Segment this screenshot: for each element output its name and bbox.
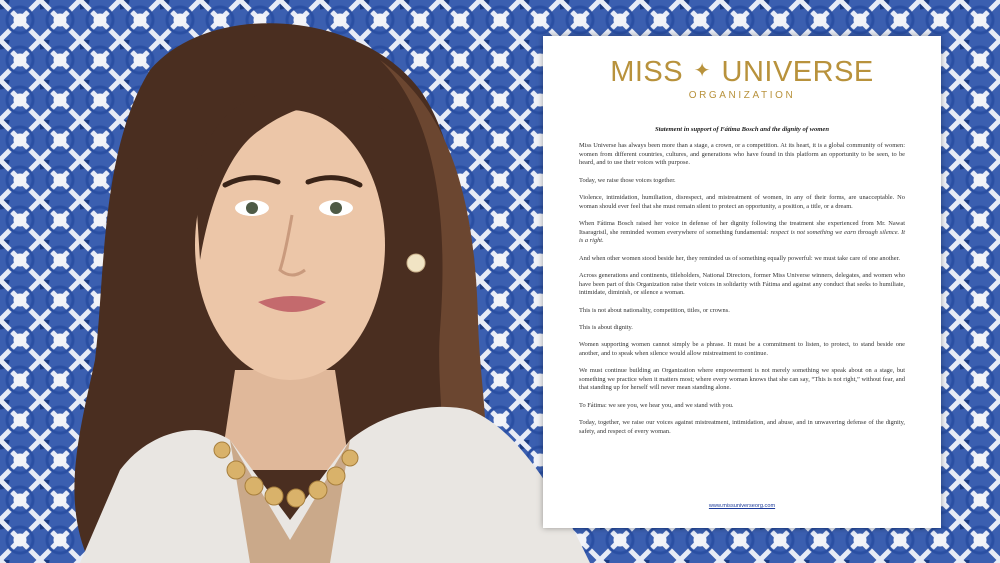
earring [407,254,425,272]
paragraph: Across generations and continents, titleholders, National Directors, former Miss Universe winners, delegates, and women who have been part of this Organization raise their voices in solidarity with Fátima and against any conduct that seeks to humiliate, intimidate, diminish, or silence a woman. [579,271,905,297]
star-icon: ✦ [693,60,711,82]
paragraph: Miss Universe has always been more than a stage, a crown, or a competition. At its heart, it is a global community of women: women from different countries, cultures, and generations who have found in this platform an opportunity to be seen, to be heard, and to use their voices with purpose. [579,142,905,167]
paragraph: We must continue building an Organization where empowerment is not merely something we speak about on a stage, but something we practice when it matters most; where every woman knows that she can say, “This is not right,” without fear, and that standing up for herself will never mean standing alone. [579,367,905,392]
website-link[interactable]: www.missuniverseorg.com [708,503,776,509]
statement-title: Statement in support of Fátima Bosch and the dignity of women [654,126,830,133]
statement-body [579,142,905,445]
paragraph: When Fátima Bosch raised her voice in defense of her dignity following the treatment she experienced from Mr. Nawat Itsaragrisil, she reminded women everywhere of something fundamental: respect is not something we earn through silence. It is a right. [579,219,905,245]
paragraph: Today, together, we raise our voices against mistreatment, intimidation, and abuse, and in unwavering defense of the dignity, safety, and respect of every woman. [579,419,905,435]
paragraph: This is not about nationality, competition, titles, or crowns. [579,306,730,314]
paragraph: To Fátima: we see you, we hear you, and we stand with you. [579,401,734,409]
paragraph: And when other women stood beside her, they reminded us of something equally powerful: we must take care of one another. [579,254,900,262]
paragraph: Today, we raise those voices together. [579,176,676,184]
paragraph: Violence, intimidation, humiliation, disrespect, and mistreatment of women, in any of their forms, are unacceptable. No woman should ever feel that she must remain silent to protect an opportunity, a position, a title, or a dream. [579,193,905,210]
paragraph: Women supporting women cannot simply be a phrase. It must be a commitment to listen, to protect, to stand beside one another, and to speak when silence would allow mistreatment to continue. [579,341,905,357]
paragraph: This is about dignity. [579,323,633,331]
logo-miss-universe: MISS ✦ UNIVERSE [610,56,874,88]
logo-subtitle: ORGANIZATION [688,90,796,101]
statement-document [543,36,941,528]
